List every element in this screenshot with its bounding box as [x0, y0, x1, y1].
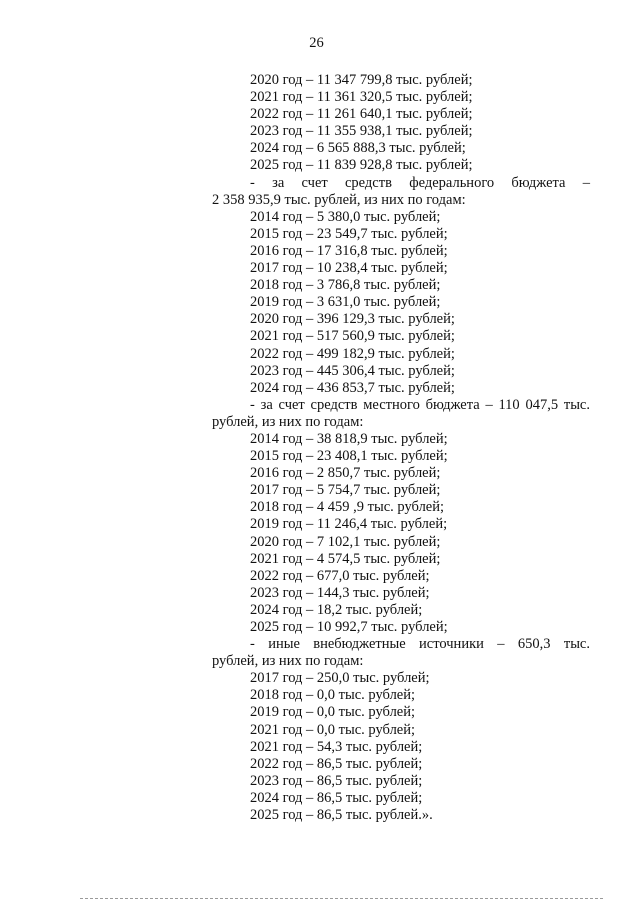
year-line: 2025 год – 11 839 928,8 тыс. рублей;: [250, 157, 473, 174]
year-line: 2024 год – 18,2 тыс. рублей;: [250, 601, 423, 618]
year-line: 2023 год – 86,5 тыс. рублей;: [250, 772, 423, 789]
year-line: 2023 год – 144,3 тыс. рублей;: [250, 584, 430, 601]
year-line: 2022 год – 86,5 тыс. рублей;: [250, 755, 423, 772]
year-line: 2020 год – 7 102,1 тыс. рублей;: [250, 533, 441, 550]
scan-bottom-edge: [80, 898, 603, 900]
federal-budget-total: 2 358 935,9 тыс. рублей, из них по годам:: [212, 191, 466, 208]
year-line: 2022 год – 677,0 тыс. рублей;: [250, 567, 430, 584]
regional-budget-years: [212, 72, 590, 175]
year-line: 2018 год – 0,0 тыс. рублей;: [250, 687, 416, 704]
year-line: 2024 год – 436 853,7 тыс. рублей;: [250, 379, 455, 396]
year-line: 2019 год – 0,0 тыс. рублей;: [250, 704, 416, 721]
federal-budget-section: [212, 175, 590, 397]
year-line: 2018 год – 3 786,8 тыс. рублей;: [250, 277, 441, 294]
year-line: 2016 год – 2 850,7 тыс. рублей;: [250, 465, 441, 482]
year-line: 2024 год – 86,5 тыс. рублей;: [250, 789, 423, 806]
year-line: 2019 год – 11 246,4 тыс. рублей;: [250, 516, 448, 533]
year-line: 2023 год – 11 355 938,1 тыс. рублей;: [250, 123, 473, 140]
local-budget-section: [212, 397, 590, 636]
year-line: 2020 год – 396 129,3 тыс. рублей;: [250, 311, 455, 328]
year-line: 2018 год – 4 459 ,9 тыс. рублей;: [250, 499, 445, 516]
year-line: 2014 год – 38 818,9 тыс. рублей;: [250, 430, 448, 447]
year-line: 2019 год – 3 631,0 тыс. рублей;: [250, 294, 441, 311]
year-line: 2015 год – 23 408,1 тыс. рублей;: [250, 448, 448, 465]
year-line: 2017 год – 250,0 тыс. рублей;: [250, 670, 430, 687]
year-line: 2023 год – 445 306,4 тыс. рублей;: [250, 362, 455, 379]
year-line: 2021 год – 11 361 320,5 тыс. рублей;: [250, 89, 473, 106]
federal-budget-intro: - за счет средств федерального бюджета –: [250, 174, 590, 191]
year-line: 2016 год – 17 316,8 тыс. рублей;: [250, 242, 448, 259]
year-line: 2021 год – 54,3 тыс. рублей;: [250, 738, 423, 755]
year-line: 2025 год – 10 992,7 тыс. рублей;: [250, 619, 448, 635]
year-line: 2021 год – 4 574,5 тыс. рублей;: [250, 550, 441, 567]
other-sources-section: [212, 636, 590, 824]
year-line: 2021 год – 0,0 тыс. рублей;: [250, 721, 416, 738]
local-budget-intro-cont: рублей, из них по годам:: [212, 413, 364, 430]
year-line: 2022 год – 499 182,9 тыс. рублей;: [250, 345, 455, 362]
other-sources-intro: - иные внебюджетные источники – 650,3 тыс.: [250, 636, 590, 653]
page-number: 26: [309, 35, 324, 51]
funding-text: [212, 72, 590, 824]
year-line: 2021 год – 517 560,9 тыс. рублей;: [250, 328, 455, 345]
year-line: 2024 год – 6 565 888,3 тыс. рублей;: [250, 140, 466, 157]
local-budget-intro: - за счет средств местного бюджета – 110 047,5 тыс.: [250, 396, 590, 413]
year-line: 2017 год – 5 754,7 тыс. рублей;: [250, 482, 441, 499]
year-line: 2022 год – 11 261 640,1 тыс. рублей;: [250, 106, 473, 123]
year-line: 2020 год – 11 347 799,8 тыс. рублей;: [250, 72, 473, 88]
other-sources-intro-cont: рублей, из них по годам:: [212, 653, 364, 670]
year-line: 2017 год – 10 238,4 тыс. рублей;: [250, 260, 448, 277]
year-line: 2025 год – 86,5 тыс. рублей.».: [250, 807, 433, 824]
year-line: 2015 год – 23 549,7 тыс. рублей;: [250, 225, 448, 242]
year-line: 2014 год – 5 380,0 тыс. рублей;: [250, 208, 441, 225]
